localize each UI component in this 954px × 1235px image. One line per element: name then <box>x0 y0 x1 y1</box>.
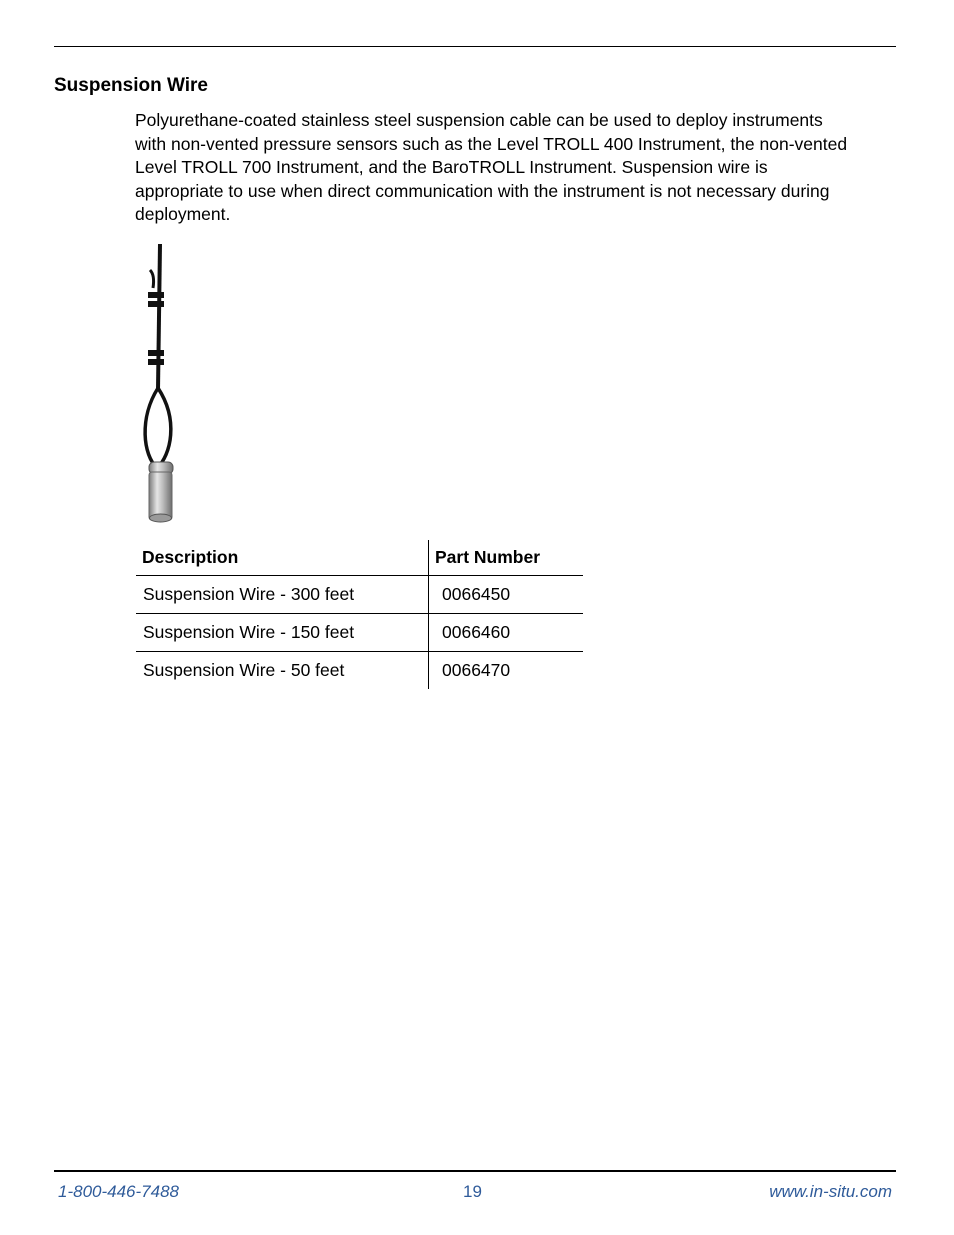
row-part-number: 0066470 <box>429 652 584 690</box>
page-number: 19 <box>463 1182 482 1201</box>
table-row <box>136 576 583 614</box>
parts-table <box>136 540 583 689</box>
row-description: Suspension Wire - 50 feet <box>143 660 345 680</box>
row-part-number: 0066450 <box>429 576 584 614</box>
table-header-row <box>136 540 583 576</box>
section-heading: Suspension Wire <box>54 75 208 96</box>
table-row <box>136 614 583 652</box>
row-part-number: 0066460 <box>429 614 584 652</box>
column-header-description: Description <box>136 540 429 576</box>
footer-phone: 1-800-446-7488 <box>58 1182 179 1201</box>
suspension-wire-image <box>135 240 195 525</box>
suspension-wire-drawing <box>135 240 195 525</box>
row-description: Suspension Wire - 150 feet <box>136 614 429 652</box>
footer-rule <box>54 1170 896 1172</box>
header-rule <box>54 46 896 47</box>
footer-website-link[interactable]: www.in-situ.com <box>769 1182 892 1201</box>
row-description: Suspension Wire - 300 feet <box>136 576 429 614</box>
section-body-text: Polyurethane-coated stainless steel suspension cable can be used to deploy instruments with non-vented pressure sensors such as the Level TROLL 400 Instrument, the non-vented Level TROLL 700 Instrument, and the BaroTROLL Instrument. Suspension wire is appropriate to use when direct communication with the instrument is not necessary during deployment. <box>135 110 848 224</box>
table-row <box>136 652 583 690</box>
column-header-part-number: Part Number <box>429 540 584 576</box>
